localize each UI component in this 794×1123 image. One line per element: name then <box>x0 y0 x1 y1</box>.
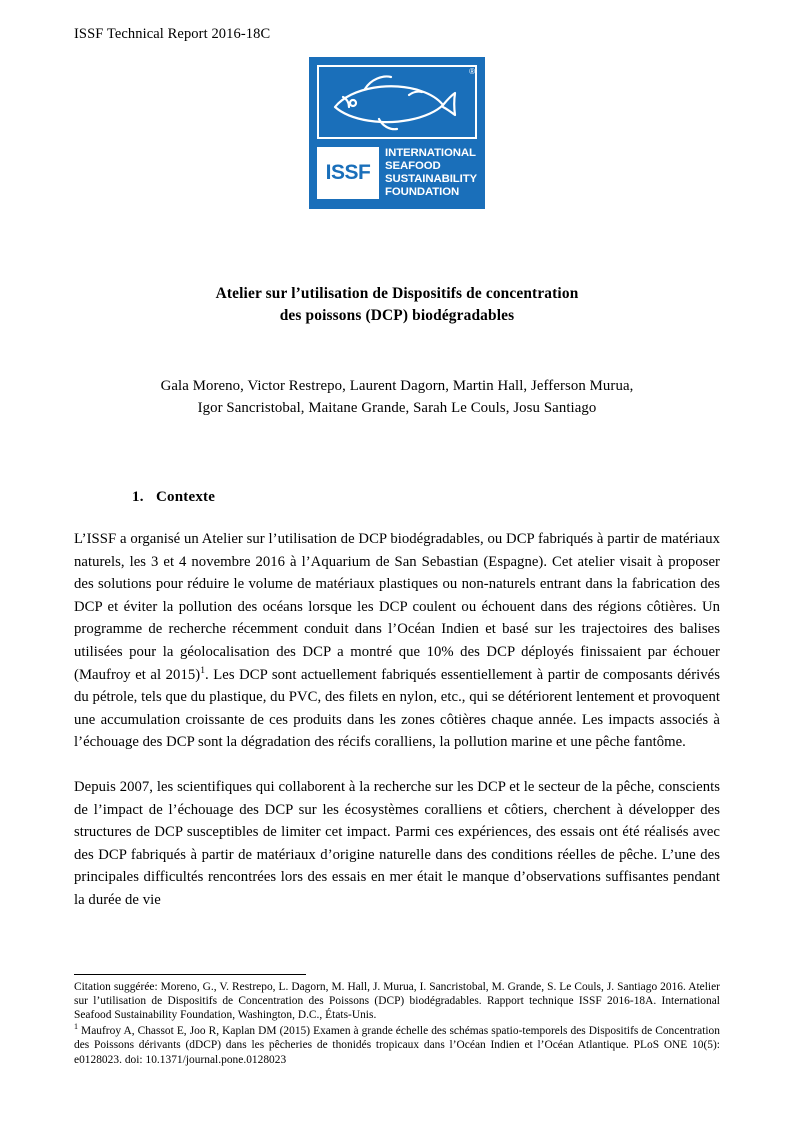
issf-word-line-1: INTERNATIONAL <box>385 147 476 159</box>
paragraph-2: Depuis 2007, les scientifiques qui collaborent à la recherche sur les DCP et le secteur de la pêche, conscients de l’impact de l’échouage des DCP sur les écosystèmes coralliens et côtiers, cherchent à développer des structures de DCP susceptibles de limiter cet impact. Parmi ces expériences, des essais ont été réalisés avec des DCP fabriqués à partir de matériaux d’origine naturelle dans des conditions réelles de pêche. L’une des principales difficultés rencontrées lors des essais en mer était le manque d’observations suffisantes pendant la durée de vie <box>74 778 720 908</box>
issf-word-line-2: SEAFOOD <box>385 160 441 172</box>
paragraph-1-part-b: . Les DCP sont actuellement fabriqués essentiellement à partir de composants dérivés du pétrole, tels que du plastique, du PVC, des filets en nylon, etc., qui se détériorent lentement et provoquent une accumulation croissante de ces produits dans les zones côtières chaque année. Les impacts associés à l’échouage des DCP sont la dégradation des récifs coralliens, la pollution marine et une pêche fantôme. <box>74 666 720 751</box>
suggested-citation: Citation suggérée: Moreno, G., V. Restrepo, L. Dagorn, M. Hall, J. Murua, I. Sancristobal, M. Grande, S. Le Couls, J. Santiago 2016. Atelier sur l’utilisation de Dispositifs de Concentration des Poissons (DCP) biodégradables. Rapport technique ISSF 2016-18A. International Seafood Sustainability Foundation, Washington, D.C., États-Unis. <box>74 980 720 1022</box>
report-id-header: ISSF Technical Report 2016-18C <box>74 26 271 42</box>
footnote-separator <box>74 974 306 975</box>
footnote-1-text: Maufroy A, Chassot E, Joo R, Kaplan DM (2015) Examen à grande échelle des schémas spatio-temporels des Dispositifs de Concentration des Poissons dérivants (dDCP) dans les pêcheries de thonidés tropicaux dans l’Océan Indien et l’Océan Atlantique. PLoS ONE 10(5): e0128023. doi: 10.1371/journal.pone.0128023 <box>74 1024 720 1066</box>
issf-word-line-3: SUSTAINABILITY <box>385 173 478 185</box>
author-line-2: Igor Sancristobal, Maitane Grande, Sarah Le Couls, Josu Santiago <box>197 400 597 416</box>
paragraph-1 <box>74 528 720 754</box>
footnote-area <box>74 974 720 1067</box>
issf-acronym: ISSF <box>325 161 371 184</box>
title-line-2: des poissons (DCP) biodégradables <box>279 307 515 324</box>
logo-container <box>74 57 720 209</box>
issf-word-line-4: FOUNDATION <box>385 186 460 198</box>
paragraph-1-part-a: L’ISSF a organisé un Atelier sur l’utilisation de DCP biodégradables, ou DCP fabriqués à partir de matériaux naturels, les 3 et 4 novembre 2016 à l’Aquarium de San Sebastian (Espagne). Cet atelier visait à proposer des solutions pour réduire le volume de matériaux plastiques ou non-naturels entrant dans la fabrication des DCP et éviter la pollution des océans lorsque les DCP coulent ou échouent dans des régions côtières. Un programme de recherche récemment conduit dans l’Océan Indien et basé sur les trajectoires des balises utilisées pour la géolocalisation des DCP a montré que 10% des DCP déployés finissaient par échouer (Maufroy et al 2015) <box>74 531 720 683</box>
title-line-1: Atelier sur l’utilisation de Dispositifs de concentration <box>215 285 579 302</box>
document-title <box>74 283 720 327</box>
author-list <box>117 375 677 419</box>
issf-logo <box>309 57 485 209</box>
section-title: Contexte <box>156 489 216 505</box>
footnote-1 <box>74 1021 720 1067</box>
issf-acronym-box <box>317 147 379 199</box>
author-line-1: Gala Moreno, Victor Restrepo, Laurent Dagorn, Martin Hall, Jefferson Murua, <box>160 378 634 394</box>
section-heading-contexte <box>74 489 720 506</box>
section-number: 1. <box>132 489 144 505</box>
tuna-fish-icon <box>321 67 457 137</box>
footnote-ref-1: 1 <box>200 665 205 676</box>
issf-wordmark <box>385 147 479 199</box>
footnote-1-marker: 1 <box>74 1021 79 1031</box>
registered-mark: ® <box>469 67 475 76</box>
